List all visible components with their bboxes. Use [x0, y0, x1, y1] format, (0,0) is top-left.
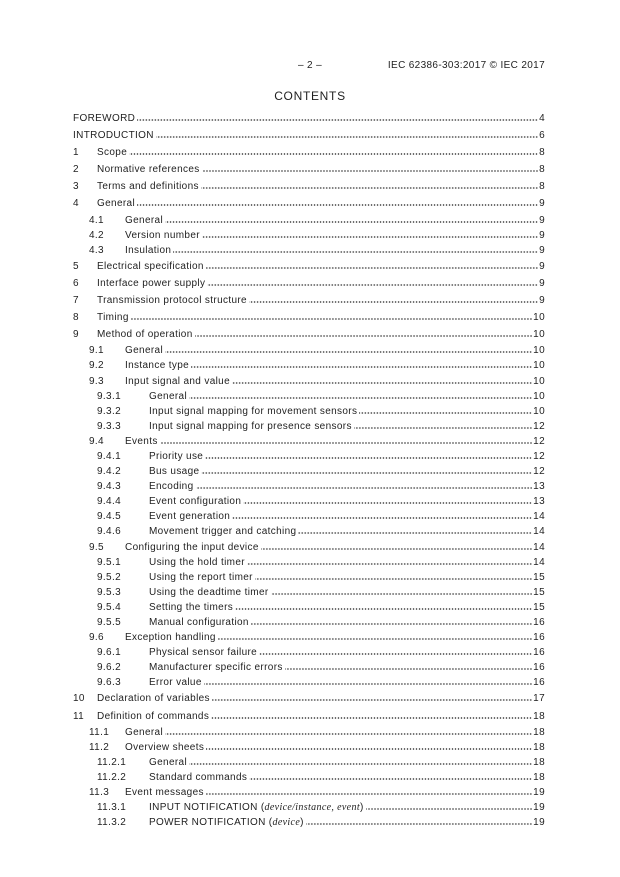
toc-entry-number: 9.5.2	[97, 571, 121, 583]
dot-leader	[131, 318, 532, 320]
toc-entry-title-text: Manufacturer specific errors	[149, 662, 283, 674]
toc-entry-title-text: Input signal mapping for movement sensors	[149, 405, 358, 417]
toc-entry-number: 9.2	[89, 360, 104, 372]
toc-entry-title	[149, 660, 283, 675]
dot-leader	[137, 204, 538, 206]
toc-entry-title-tail: )	[359, 802, 364, 814]
toc-entry-title-text: Exception handling	[125, 632, 216, 644]
toc-entry-title	[97, 145, 127, 160]
toc-entry-page: 10	[533, 329, 545, 341]
toc-entry-number: 9.5.4	[97, 601, 121, 613]
toc-entry-title	[149, 800, 364, 815]
toc-entry-page: 14	[533, 556, 545, 568]
toc-entry-title-text: Setting the timers	[149, 601, 234, 613]
toc-entry-title	[97, 162, 200, 177]
dot-leader	[204, 683, 532, 685]
dot-leader	[235, 608, 532, 610]
toc-entry-title-text: Event generation	[149, 511, 231, 523]
contents-heading: CONTENTS	[274, 89, 346, 103]
dot-leader	[202, 236, 538, 238]
toc-entry-title-text: General	[125, 214, 164, 226]
toc-entry-number: 3	[73, 181, 79, 193]
toc-entry-number: 1	[73, 147, 79, 159]
toc-entry-page: 10	[533, 312, 545, 324]
dot-leader	[249, 301, 538, 303]
toc-entry-title	[125, 243, 171, 258]
toc-entry-page: 9	[539, 198, 545, 210]
toc-entry-number: 11.2	[89, 741, 110, 753]
toc-entry-page: 12	[533, 466, 545, 478]
dot-leader	[201, 472, 532, 474]
dot-leader	[251, 623, 532, 625]
toc-entry-title	[97, 276, 205, 291]
toc-entry-4-1[interactable]	[73, 213, 545, 228]
dot-leader	[249, 778, 532, 780]
toc-entry-title-text: Event messages	[125, 787, 204, 799]
toc-entry-number: 10	[73, 693, 85, 705]
toc-entry-page: 9	[539, 260, 545, 272]
toc-entry-page: 14	[533, 541, 545, 553]
toc-entry-page: 4	[539, 113, 545, 124]
toc-entry-page: 18	[533, 771, 545, 783]
toc-entry-title-text: Manual configuration	[149, 617, 249, 628]
toc-entry-title-text: General	[125, 726, 164, 738]
toc-entry-2[interactable]	[73, 161, 545, 178]
dot-leader	[137, 119, 538, 121]
toc-entry-number: 4.3	[89, 244, 104, 256]
toc-entry-page: 17	[533, 693, 545, 705]
toc-entry-title-text: Input signal and value	[125, 375, 230, 387]
toc-entry-page: 9	[539, 214, 545, 226]
toc-entry-4-3[interactable]	[73, 243, 545, 258]
toc-entry-number: 9.3	[89, 375, 104, 387]
toc-entry-title	[125, 740, 204, 755]
dot-leader	[165, 221, 538, 223]
toc-entry-page: 16	[533, 677, 545, 689]
toc-entry-title-text: Terms and definitions	[97, 181, 199, 193]
toc-entry-page: 10	[533, 405, 545, 417]
toc-entry-title	[125, 343, 163, 358]
toc-entry-number: 9.4.5	[97, 511, 121, 523]
toc-entry-page: 15	[533, 601, 545, 613]
toc-entry-number: 9.4.4	[97, 496, 121, 508]
toc-entry-title	[97, 709, 209, 724]
toc-entry-number: 11	[73, 710, 85, 722]
toc-entry-page: 19	[533, 817, 545, 829]
toc-entry-page: 18	[533, 726, 545, 738]
toc-entry-title-text: Input signal mapping for presence sensors	[149, 420, 352, 432]
toc-entry-title-text: Event configuration	[149, 496, 242, 508]
toc-entry-title-text: Using the hold timer	[149, 556, 245, 568]
toc-entry-8[interactable]	[73, 309, 545, 326]
dot-leader	[196, 487, 533, 489]
toc-entry-title-text: Definition of commands	[97, 710, 210, 722]
toc-entry-title-text: Version number	[125, 229, 200, 241]
toc-entry-number: 5	[73, 260, 79, 272]
toc-entry-number: 9.6.2	[97, 662, 121, 674]
toc-entry-page: 18	[533, 710, 545, 722]
toc-entry-page: 8	[539, 164, 545, 176]
toc-entry-number: 9.6	[89, 632, 104, 644]
toc-entry-page: 6	[539, 130, 545, 142]
toc-entry-title	[149, 389, 187, 404]
toc-entry-title-text: Error value	[149, 677, 202, 689]
toc-entry-11-2[interactable]	[73, 740, 545, 755]
dot-leader	[206, 793, 532, 795]
toc-entry-9-2[interactable]	[73, 358, 545, 373]
toc-entry-page: 16	[533, 662, 545, 674]
toc-entry-6[interactable]	[73, 275, 545, 292]
toc-entry-number: 7	[73, 295, 79, 307]
dot-leader	[165, 733, 532, 735]
dot-leader	[206, 748, 532, 750]
toc-entry-page: 13	[533, 481, 545, 493]
toc-entry-number: 9.5.5	[97, 617, 121, 628]
toc-entry-number: 11.1	[89, 726, 110, 738]
dot-leader	[156, 136, 538, 138]
toc-entry-number: 9	[73, 329, 79, 341]
toc-entry-title-text: Configuring the input device	[125, 541, 259, 553]
dot-leader	[160, 442, 533, 444]
dot-leader	[366, 808, 533, 810]
toc-entry-title-text: Priority use	[149, 450, 204, 462]
dot-leader	[285, 668, 532, 670]
toc-entry-9-4-2[interactable]	[73, 464, 545, 479]
toc-entry-11-1[interactable]	[73, 725, 545, 740]
toc-entry-page: 12	[533, 450, 545, 462]
toc-entry-title	[149, 675, 202, 690]
toc-entry-number: 11.2.2	[97, 771, 127, 783]
toc-entry-title-text: Physical sensor failure	[149, 647, 258, 659]
toc-entry-title	[149, 555, 245, 570]
toc-entry-4-2[interactable]	[73, 228, 545, 243]
toc-entry-title-text: General	[97, 198, 136, 210]
toc-entry-title-italic: device/instance, event	[264, 802, 360, 814]
toc-entry-9-4[interactable]	[73, 434, 545, 449]
toc-entry-11-3[interactable]	[73, 785, 545, 800]
dot-leader	[261, 548, 532, 550]
dot-leader	[201, 187, 538, 189]
toc-entry-11[interactable]	[73, 708, 545, 725]
toc-entry-number: 9.5.3	[97, 586, 121, 598]
toc-entry-10[interactable]	[73, 690, 545, 707]
toc-entry-title	[149, 815, 304, 830]
toc-entry-page: 10	[533, 375, 545, 387]
toc-entry-title	[125, 725, 163, 740]
toc-entry-introduction[interactable]	[73, 127, 545, 144]
toc-list	[73, 110, 545, 830]
toc-entry-title	[149, 585, 269, 600]
toc-entry-page: 15	[533, 586, 545, 598]
toc-entry-title	[97, 327, 193, 342]
dot-leader	[243, 502, 532, 504]
dot-leader	[211, 717, 532, 719]
toc-entry-number: 9.3.3	[97, 420, 121, 432]
toc-entry-9-5[interactable]	[73, 540, 545, 555]
toc-entry-title-text: Bus usage	[149, 466, 200, 478]
toc-entry-page: 12	[533, 420, 545, 432]
toc-entry-number: 11.3.1	[97, 802, 127, 814]
dot-leader	[189, 397, 532, 399]
dot-leader	[191, 366, 532, 368]
toc-entry-title-text: INPUT NOTIFICATION (	[149, 802, 265, 814]
dot-leader	[212, 699, 532, 701]
toc-entry-9-1[interactable]	[73, 343, 545, 358]
dot-leader	[232, 382, 532, 384]
toc-entry-page: 10	[533, 390, 545, 402]
toc-entry-title-text: General	[125, 345, 164, 357]
dot-leader	[173, 251, 538, 253]
dot-leader	[165, 351, 532, 353]
toc-entry-number: 9.4.3	[97, 481, 121, 493]
toc-entry-title	[149, 479, 194, 494]
toc-entry-number: 9.4.6	[97, 526, 121, 538]
toc-entry-page: 8	[539, 181, 545, 193]
toc-entry-number: 11.2.1	[97, 756, 127, 768]
toc-entry-title-tail: )	[300, 817, 304, 829]
toc-entry-title	[97, 310, 129, 325]
toc-entry-title	[125, 630, 216, 645]
toc-entry-number: 9.5	[89, 541, 104, 553]
toc-entry-9-3-1[interactable]	[73, 389, 545, 404]
toc-entry-number: 2	[73, 164, 79, 176]
toc-entry-number: 9.4.2	[97, 466, 121, 478]
toc-entry-page: 19	[533, 802, 545, 814]
toc-entry-title-text: Interface power supply	[97, 277, 206, 289]
toc-entry-number: 9.1	[89, 345, 104, 357]
toc-entry-number: 4	[73, 198, 79, 210]
toc-entry-title-text: Instance type	[125, 360, 190, 372]
toc-entry-number: 9.6.1	[97, 647, 121, 659]
toc-entry-title	[149, 615, 249, 630]
toc-entry-title-text: Normative references	[97, 164, 200, 176]
toc-entry-number: 11.3	[89, 787, 110, 799]
toc-entry-title	[97, 293, 247, 308]
toc-entry-9-5-2[interactable]	[73, 570, 545, 585]
toc-entry-title	[149, 404, 357, 419]
toc-entry-title	[149, 419, 352, 434]
toc-entry-page: 16	[533, 632, 545, 644]
toc-entry-9-5-1[interactable]	[73, 555, 545, 570]
toc-entry-9-3-2[interactable]	[73, 404, 545, 419]
dot-leader	[259, 653, 532, 655]
toc-entry-page: 12	[533, 435, 545, 447]
toc-entry-title-text: Movement trigger and catching	[149, 526, 297, 538]
toc-entry-title-text: Electrical specification	[97, 260, 204, 272]
toc-entry-title	[73, 128, 154, 143]
toc-entry-title	[73, 111, 135, 126]
toc-entry-title	[125, 228, 200, 243]
toc-entry-9-6-2[interactable]	[73, 660, 545, 675]
toc-entry-9-4-5[interactable]	[73, 509, 545, 524]
toc-entry-number: 9.4	[89, 435, 104, 447]
toc-entry-title	[125, 785, 204, 800]
toc-entry-title	[97, 259, 204, 274]
toc-entry-9[interactable]	[73, 326, 545, 343]
toc-entry-title-text: Transmission protocol structure	[97, 295, 247, 307]
toc-entry-title-text: General	[149, 390, 188, 402]
toc-entry-3[interactable]	[73, 178, 545, 195]
toc-entry-number: 9.3.1	[97, 390, 121, 402]
toc-entry-title	[149, 464, 199, 479]
toc-entry-page: 8	[539, 147, 545, 159]
toc-entry-title-text: Using the deadtime timer	[149, 586, 269, 598]
page-number: – 2 –	[298, 60, 322, 71]
toc-entry-9-6[interactable]	[73, 630, 545, 645]
toc-entry-9-6-3[interactable]	[73, 675, 545, 690]
toc-entry-page: 14	[533, 511, 545, 523]
toc-entry-title	[149, 570, 253, 585]
toc-entry-title	[149, 449, 203, 464]
toc-entry-title	[149, 600, 233, 615]
toc-entry-number: 9.6.3	[97, 677, 121, 689]
toc-entry-page: 14	[533, 526, 545, 538]
dot-leader	[232, 517, 532, 519]
toc-entry-page: 9	[539, 277, 545, 289]
toc-entry-title-text: Method of operation	[97, 329, 193, 341]
toc-entry-title-text: Using the report timer	[149, 571, 253, 583]
toc-entry-9-3-3[interactable]	[73, 419, 545, 434]
toc-entry-number: 9.5.1	[97, 556, 121, 568]
toc-entry-title	[97, 179, 199, 194]
toc-entry-page: 9	[539, 229, 545, 241]
toc-entry-page: 18	[533, 756, 545, 768]
toc-entry-9-4-6[interactable]	[73, 524, 545, 539]
toc-entry-title	[149, 494, 241, 509]
toc-entry-title	[97, 196, 135, 211]
toc-entry-9-5-3[interactable]	[73, 585, 545, 600]
toc-entry-9-5-5[interactable]	[73, 615, 545, 630]
toc-entry-number: 11.3.2	[97, 817, 127, 829]
dot-leader	[359, 412, 532, 414]
dot-leader	[206, 267, 538, 269]
dot-leader	[129, 153, 538, 155]
toc-entry-title	[149, 755, 187, 770]
toc-entry-title	[125, 540, 259, 555]
toc-entry-page: 15	[533, 571, 545, 583]
toc-entry-title	[149, 770, 247, 785]
dot-leader	[205, 457, 532, 459]
toc-entry-number: 8	[73, 312, 79, 324]
toc-entry-title	[125, 374, 230, 389]
dot-leader	[202, 170, 538, 172]
toc-entry-number: 4.1	[89, 214, 104, 226]
toc-entry-title-text: POWER NOTIFICATION (	[149, 817, 273, 829]
toc-entry-page: 13	[533, 496, 545, 508]
toc-entry-title-text: INTRODUCTION	[73, 130, 154, 142]
toc-entry-11-2-2[interactable]	[73, 770, 545, 785]
dot-leader	[354, 427, 532, 429]
toc-entry-page: 19	[533, 787, 545, 799]
toc-entry-title	[149, 509, 230, 524]
dot-leader	[195, 335, 533, 337]
toc-entry-number: 9.4.1	[97, 450, 121, 462]
toc-entry-title-text: Overview sheets	[125, 741, 205, 753]
toc-entry-4[interactable]	[73, 195, 545, 212]
toc-entry-title-text: Events	[125, 435, 158, 447]
toc-entry-title-italic: device	[272, 817, 301, 829]
toc-entry-title-text: FOREWORD	[73, 113, 136, 124]
toc-entry-11-2-1[interactable]	[73, 755, 545, 770]
toc-entry-number: 4.2	[89, 229, 104, 241]
toc-entry-title-text: Timing	[97, 312, 129, 324]
toc-entry-1[interactable]	[73, 144, 545, 161]
toc-entry-9-4-3[interactable]	[73, 479, 545, 494]
toc-entry-title	[125, 213, 163, 228]
toc-entry-9-5-4[interactable]	[73, 600, 545, 615]
toc-entry-title	[125, 358, 189, 373]
toc-entry-9-3[interactable]	[73, 374, 545, 389]
toc-entry-page: 9	[539, 244, 545, 256]
toc-entry-9-6-1[interactable]	[73, 645, 545, 660]
toc-entry-page: 16	[533, 647, 545, 659]
dot-leader	[271, 593, 533, 595]
toc-entry-page: 10	[533, 360, 545, 372]
toc-entry-number: 9.3.2	[97, 405, 121, 417]
toc-entry-5[interactable]	[73, 258, 545, 275]
document-reference: IEC 62386-303:2017 © IEC 2017	[387, 60, 545, 71]
toc-entry-9-4-1[interactable]	[73, 449, 545, 464]
dot-leader	[306, 823, 532, 825]
dot-leader	[189, 763, 532, 765]
dot-leader	[247, 563, 532, 565]
toc-entry-page: 10	[533, 345, 545, 357]
toc-entry-11-3-2[interactable]	[73, 815, 545, 830]
toc-entry-11-3-1[interactable]	[73, 800, 545, 815]
toc-entry-page: 16	[533, 617, 545, 628]
toc-entry-title	[97, 691, 210, 706]
toc-entry-title	[149, 645, 257, 660]
toc-entry-9-4-4[interactable]	[73, 494, 545, 509]
toc-entry-title-text: Insulation	[125, 244, 172, 256]
toc-entry-7[interactable]	[73, 292, 545, 309]
toc-entry-title-text: General	[149, 756, 188, 768]
toc-entry-title	[125, 434, 158, 449]
dot-leader	[218, 638, 532, 640]
toc-entry-number: 6	[73, 277, 79, 289]
toc-entry-title-text: Declaration of variables	[97, 693, 210, 705]
dot-leader	[255, 578, 532, 580]
toc-entry-title-text: Scope	[97, 147, 128, 159]
dot-leader	[207, 284, 538, 286]
toc-entry-title	[149, 524, 296, 539]
toc-entry-page: 9	[539, 295, 545, 307]
toc-entry-foreword[interactable]	[73, 110, 545, 127]
dot-leader	[298, 532, 532, 534]
toc-entry-title-text: Standard commands	[149, 771, 248, 783]
toc-entry-page: 18	[533, 741, 545, 753]
toc-entry-title-text: Encoding	[149, 481, 194, 493]
